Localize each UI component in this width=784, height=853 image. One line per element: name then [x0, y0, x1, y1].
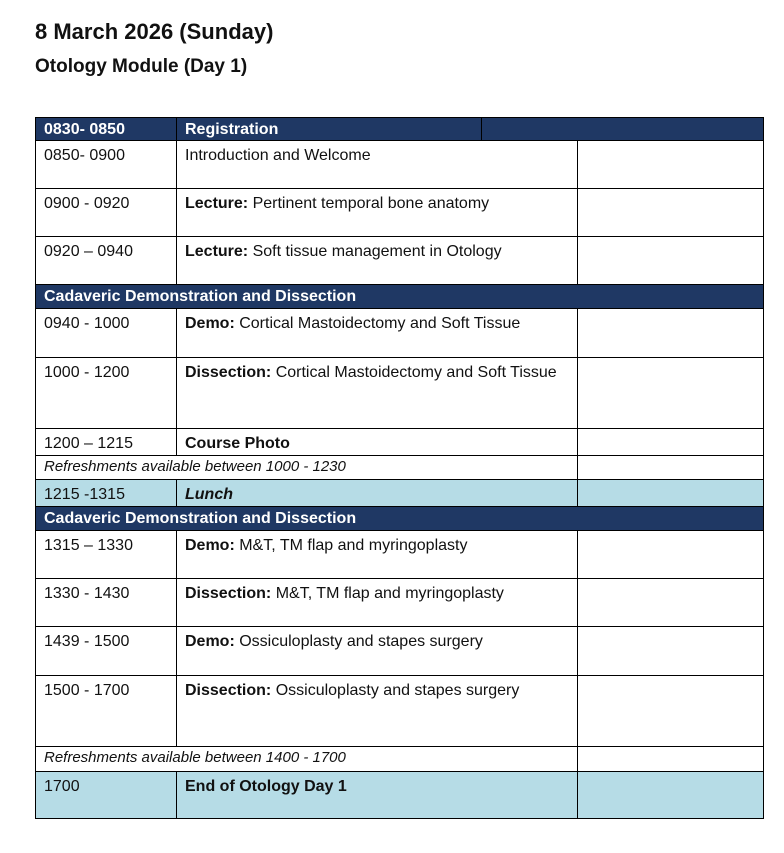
cell-divider: [481, 118, 482, 140]
notes-cell: [578, 141, 764, 189]
refreshments-note: Refreshments available between 1000 - 1230: [36, 456, 578, 480]
notes-cell: [578, 480, 764, 507]
schedule-table: [35, 117, 764, 819]
activity-cell: Lunch: [177, 480, 578, 507]
time-cell: 1315 – 1330: [36, 531, 177, 579]
activity-cell: [177, 429, 578, 456]
activity-type: Demo:: [185, 537, 235, 554]
notes-cell: [578, 579, 764, 627]
activity-cell: [177, 676, 578, 747]
time-cell: 0850- 0900: [36, 141, 177, 189]
activity-cell: [177, 579, 578, 627]
activity-text: Ossiculoplasty and stapes surgery: [271, 682, 520, 699]
table-row: [36, 531, 764, 579]
activity-text: Cortical Mastoidectomy and Soft Tissue: [271, 364, 557, 381]
end-row: [36, 772, 764, 819]
time-cell: 1215 -1315: [36, 480, 177, 507]
registration-row: [36, 118, 764, 141]
module-subtitle: Otology Module (Day 1): [35, 56, 248, 77]
activity-cell: End of Otology Day 1: [177, 772, 578, 819]
activity-cell: [177, 309, 578, 358]
notes-cell: [578, 772, 764, 819]
time-cell: 1500 - 1700: [36, 676, 177, 747]
activity-cell: [177, 118, 764, 141]
time-cell: 1200 – 1215: [36, 429, 177, 456]
activity-type: Demo:: [185, 315, 235, 332]
notes-cell: [578, 358, 764, 429]
table-row: [36, 429, 764, 456]
notes-cell: [578, 676, 764, 747]
notes-cell: [578, 627, 764, 676]
notes-cell: [578, 429, 764, 456]
time-cell: 0830- 0850: [36, 118, 177, 141]
notes-cell: [578, 189, 764, 237]
table-row: [36, 309, 764, 358]
notes-cell: [578, 747, 764, 772]
notes-cell: [578, 237, 764, 285]
activity-type: Lecture:: [185, 195, 249, 212]
activity-type: Course Photo: [185, 435, 290, 452]
table-row: [36, 627, 764, 676]
activity-cell: [177, 141, 578, 189]
activity-cell: [177, 358, 578, 429]
activity-cell: [177, 531, 578, 579]
activity-text: Pertinent temporal bone anatomy: [248, 195, 490, 212]
activity-type: Demo:: [185, 633, 235, 650]
activity-type: Dissection:: [185, 682, 272, 699]
time-cell: 0940 - 1000: [36, 309, 177, 358]
notes-cell: [578, 309, 764, 358]
activity-type: Dissection:: [185, 364, 272, 381]
time-cell: 1000 - 1200: [36, 358, 177, 429]
activity-type: Lecture:: [185, 243, 249, 260]
table-row: [36, 141, 764, 189]
time-cell: 1330 - 1430: [36, 579, 177, 627]
table-row: [36, 237, 764, 285]
activity-text: Ossiculoplasty and stapes surgery: [234, 633, 483, 650]
lunch-row: [36, 480, 764, 507]
activity-text: Cortical Mastoidectomy and Soft Tissue: [234, 315, 521, 332]
activity-text: M&T, TM flap and myringoplasty: [271, 585, 504, 602]
refreshments-note-row: [36, 747, 764, 772]
refreshments-note-row: [36, 456, 764, 480]
page-title: 8 March 2026 (Sunday): [35, 19, 274, 44]
notes-cell: [578, 456, 764, 480]
activity-text: M&T, TM flap and myringoplasty: [234, 537, 468, 554]
section-title: Cadaveric Demonstration and Dissection: [36, 285, 764, 309]
time-cell: 0920 – 0940: [36, 237, 177, 285]
notes-cell: [578, 531, 764, 579]
table-row: [36, 189, 764, 237]
time-cell: 0900 - 0920: [36, 189, 177, 237]
section-header-row: [36, 285, 764, 309]
time-cell: 1700: [36, 772, 177, 819]
section-header-row: [36, 507, 764, 531]
refreshments-note: Refreshments available between 1400 - 1700: [36, 747, 578, 772]
activity-label: Registration: [185, 121, 279, 138]
table-row: [36, 358, 764, 429]
activity-cell: [177, 189, 578, 237]
activity-cell: [177, 237, 578, 285]
activity-cell: [177, 627, 578, 676]
section-title: Cadaveric Demonstration and Dissection: [36, 507, 764, 531]
time-cell: 1439 - 1500: [36, 627, 177, 676]
activity-type: Dissection:: [185, 585, 272, 602]
activity-text: Soft tissue management in Otology: [248, 243, 502, 260]
activity-text: Introduction and Welcome: [185, 147, 371, 164]
table-row: [36, 579, 764, 627]
table-row: [36, 676, 764, 747]
